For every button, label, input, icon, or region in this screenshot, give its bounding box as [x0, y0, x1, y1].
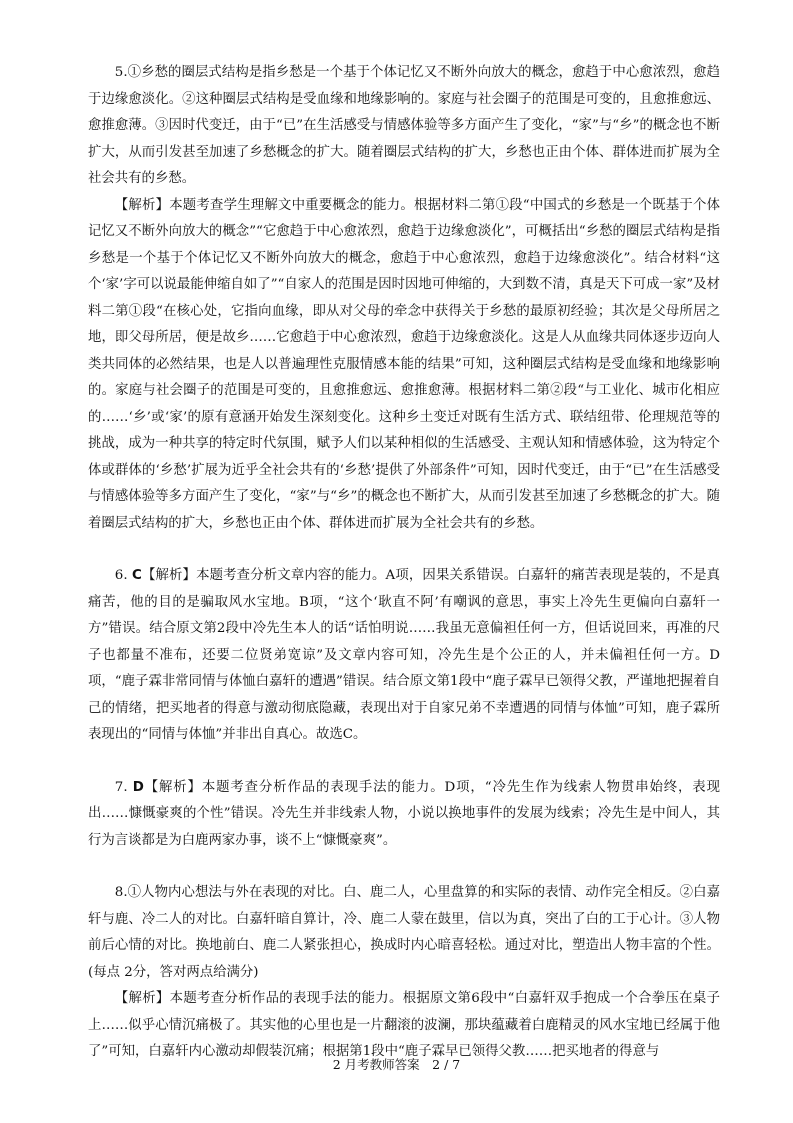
question-8	[88, 880, 720, 1066]
q6-paragraph	[88, 563, 720, 749]
q8-analysis: 【解析】本题考查分析作品的表现手法的能力。根据原文第6段中“白嘉轩双手抱成一个合拳压在桌子上……似乎心情沉痛极了。其实他的心里也是一片翻滚的波澜，那块蕴藏着白鹿精灵的风水宝地已经属于他了”可知，白嘉轩内心激动却假装沉痛；根据第1段中“鹿子霖早已领得父教……把买地者的得意与	[88, 991, 720, 1059]
question-5	[88, 60, 720, 537]
q7-answer-letter: D	[132, 779, 144, 795]
q7-paragraph	[88, 775, 720, 855]
page-footer: 2 月考教师答案 2 / 7	[332, 1057, 461, 1072]
q8-answer: 8.①人物内心想法与外在表现的对比。白、鹿二人，心里盘算的和实际的表情、动作完全相反。②白嘉轩与鹿、冷二人的对比。白嘉轩暗自算计，冷、鹿二人蒙在鼓里，信以为真，突出了白的工于心计。③人物前后心情的对比。换地前白、鹿二人紧张担心，换成时内心暗喜轻松。通过对比，塑造出人物丰富的个性。(每点 2分，答对两点给满分)	[88, 885, 720, 980]
answer-content	[88, 60, 720, 1066]
q7-number: 7.	[114, 779, 133, 795]
question-6	[88, 563, 720, 749]
q6-analysis: 【解析】本题考查分析文章内容的能力。A项，因果关系错误。白嘉轩的痛苦表现是装的，不是真痛苦，他的目的是骗取风水宝地。B项，“这个‘耿直不阿’有嘲讽的意思，事实上冷先生更偏向白嘉轩一方”错误。结合原文第2段中冷先生本人的话“话怕明说……我虽无意偏袒任何一方，但话说回来，再准的尺子也都量不准布，还要二位贤弟宽谅”及文章内容可知，冷先生是个公正的人，并未偏袒任何一方。D项，“鹿子霖非常同情与体恤白嘉轩的遭遇”错误。结合原文第1段中“鹿子霖早已领得父教，严谨地把握着自己的情绪，把买地者的得意与激动彻底隐藏，表现出对于自家兄弟不幸遭遇的同情与体恤”可知，鹿子霖所表现出的“同情与体恤”并非出自真心。故选C。	[88, 568, 720, 742]
q6-answer-letter: C	[131, 568, 142, 583]
question-7	[88, 775, 720, 855]
q7-analysis: 【解析】本题考查分析作品的表现手法的能力。D项，“冷先生作为线索人物贯串始终，表现出……慷慨豪爽的个性”错误。冷先生并非线索人物，小说以换地事件的发展为线索；冷先生是中间人，其行为言谈都是为白鹿两家办事，谈不上“慷慨豪爽”。	[88, 779, 720, 848]
q5-answer: 5.①乡愁的圈层式结构是指乡愁是一个基于个体记忆又不断外向放大的概念，愈趋于中心愈浓烈，愈趋于边缘愈淡化。②这种圈层式结构是受血缘和地缘影响的。家庭与社会圈子的范围是可变的，且愈推愈远、愈推愈薄。③因时代变迁，由于“已”在生活感受与情感体验等多方面产生了变化，“家”与“乡”的概念也不断扩大，从而引发甚至加速了乡愁概念的扩大。随着圈层式结构的扩大，乡愁也正由个体、群体进而扩展为全社会共有的乡愁。	[88, 65, 720, 186]
q6-number: 6.	[114, 568, 132, 583]
q5-analysis: 【解析】本题考查学生理解文中重要概念的能力。根据材料二第①段“中国式的乡愁是一个既基于个体记忆又不断外向放大的概念”“它愈趋于中心愈浓烈，愈趋于边缘愈淡化”，可概括出“乡愁的圈层式结构是指乡愁是一个基于个体记忆又不断外向放大的概念，愈趋于中心愈浓烈，愈趋于边缘愈淡化”。结合材料“这个‘家’字可以说最能伸缩自如了”“自家人的范围是因时因地可伸缩的，大到数不清，真是天下可成一家”及材料二第①段“在核心处，它指向血缘，即从对父母的牵念中获得关于乡愁的最原初经验；其次是父母所居之地，即父母所居，便是故乡……它愈趋于中心愈浓烈，愈趋于边缘愈淡化。这是人从血缘共同体逐步迈向人类共同体的必然结果，也是人以普遍理性克服情感本能的结果”可知，这种圈层式结构是受血缘和地缘影响的。家庭与社会圈子的范围是可变的，且愈推愈远、愈推愈薄。根据材料二第②段“与工业化、城市化相应的……‘乡’或‘家’的原有意涵开始发生深刻变化。这种乡土变迁对既有生活方式、联结纽带、伦理规范等的挑战，成为一种共享的特定时代氛围，赋予人们以某种相似的生活感受、主观认知和情感体验，这为特定个体或群体的‘乡愁’扩展为近乎全社会共有的‘乡愁’提供了外部条件”可知，因时代变迁，由于“已”在生活感受与情感体验等多方面产生了变化，“家”与“乡”的概念也不断扩大，从而引发甚至加速了乡愁概念的扩大。随着圈层式结构的扩大，乡愁也正由个体、群体进而扩展为全社会共有的乡愁。	[88, 197, 720, 531]
